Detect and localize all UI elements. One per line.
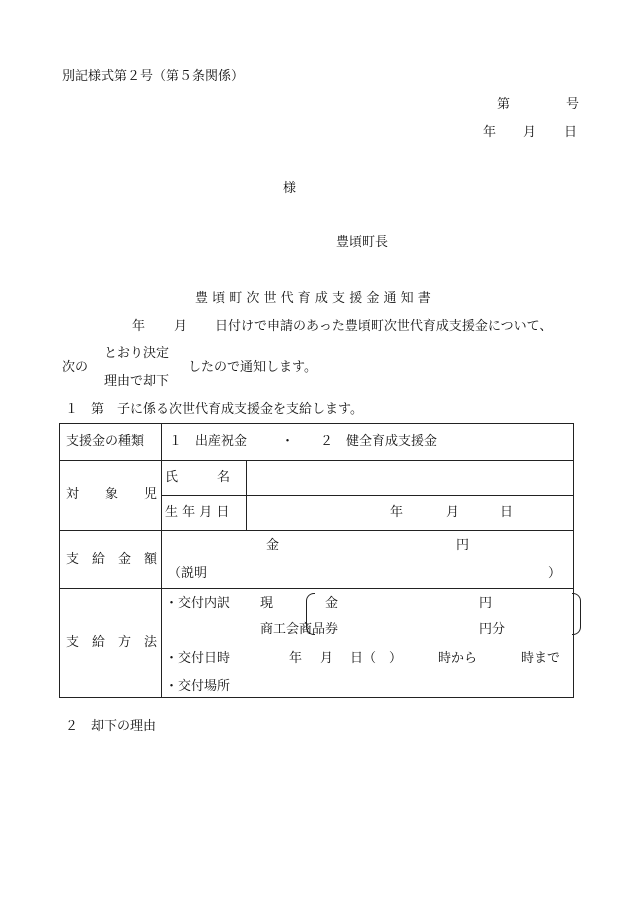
amount-label: 支 給 金 額 [66, 552, 158, 567]
type-option-2: ２ 健全育成支援金 [320, 434, 438, 449]
row-divider [161, 495, 573, 496]
explanation-close: ） [548, 566, 562, 581]
name-label: 氏 名 [165, 470, 231, 485]
datetime-year: 年 [289, 651, 303, 666]
explanation-open: （説明 [168, 566, 208, 581]
body-line1: 日付けで申請のあった豊頃町次世代育成支援金について、 [215, 319, 553, 334]
right-brace [572, 593, 581, 635]
option-approve: とおり決定 [104, 346, 170, 361]
datetime-from: 時から [438, 651, 478, 666]
datetime-day: 日（ ） [350, 651, 403, 666]
row-divider [60, 530, 573, 531]
cash-yen: 円 [479, 596, 493, 611]
dob-day: 日 [500, 505, 514, 520]
datetime-label: ・交付日時 [165, 651, 231, 666]
cash-label: 現 金 [260, 596, 339, 611]
doc-number-prefix: 第 [497, 97, 511, 112]
issuer: 豊頃町長 [336, 235, 389, 250]
doc-number-suffix: 号 [566, 97, 580, 112]
datetime-to: 時まで [521, 651, 561, 666]
method-label: 支 給 方 法 [66, 635, 158, 650]
voucher-yen: 円分 [479, 622, 506, 637]
body-month: 月 [174, 319, 188, 334]
section-2-heading: ２ 却下の理由 [65, 719, 157, 734]
row-divider [60, 460, 573, 461]
amount-kin: 金 [266, 538, 280, 553]
body-prefix: 次の [62, 360, 89, 375]
document-title: 豊 頃 町 次 世 代 育 成 支 援 金 通 知 書 [195, 291, 431, 306]
place-label: ・交付場所 [165, 679, 231, 694]
breakdown-label: ・交付内訳 [165, 596, 231, 611]
form-reference: 別記様式第２号（第５条関係） [62, 69, 245, 84]
section-1-heading: １ 第 子に係る次世代育成支援金を支給します。 [65, 402, 363, 417]
dob-label: 生 年 月 日 [165, 505, 230, 520]
type-label: 支援金の種類 [66, 434, 145, 449]
column-divider [161, 424, 162, 697]
column-divider [246, 460, 247, 530]
body-year: 年 [132, 319, 146, 334]
date-day: 日 [564, 125, 578, 140]
notice-table [59, 423, 574, 698]
target-label: 対 象 児 [66, 487, 158, 502]
body-suffix: したので通知します。 [188, 360, 317, 375]
recipient-suffix: 様 [283, 181, 297, 196]
date-year: 年 [483, 125, 497, 140]
option-reject: 理由で却下 [104, 374, 170, 389]
dob-year: 年 [390, 505, 404, 520]
type-option-1: １ 出産祝金 [169, 434, 248, 449]
datetime-month: 月 [320, 651, 334, 666]
type-separator: ・ [281, 434, 295, 449]
date-month: 月 [523, 125, 537, 140]
row-divider [60, 588, 573, 589]
amount-yen: 円 [456, 538, 470, 553]
dob-month: 月 [446, 505, 460, 520]
voucher-label: 商工会商品券 [260, 622, 339, 637]
